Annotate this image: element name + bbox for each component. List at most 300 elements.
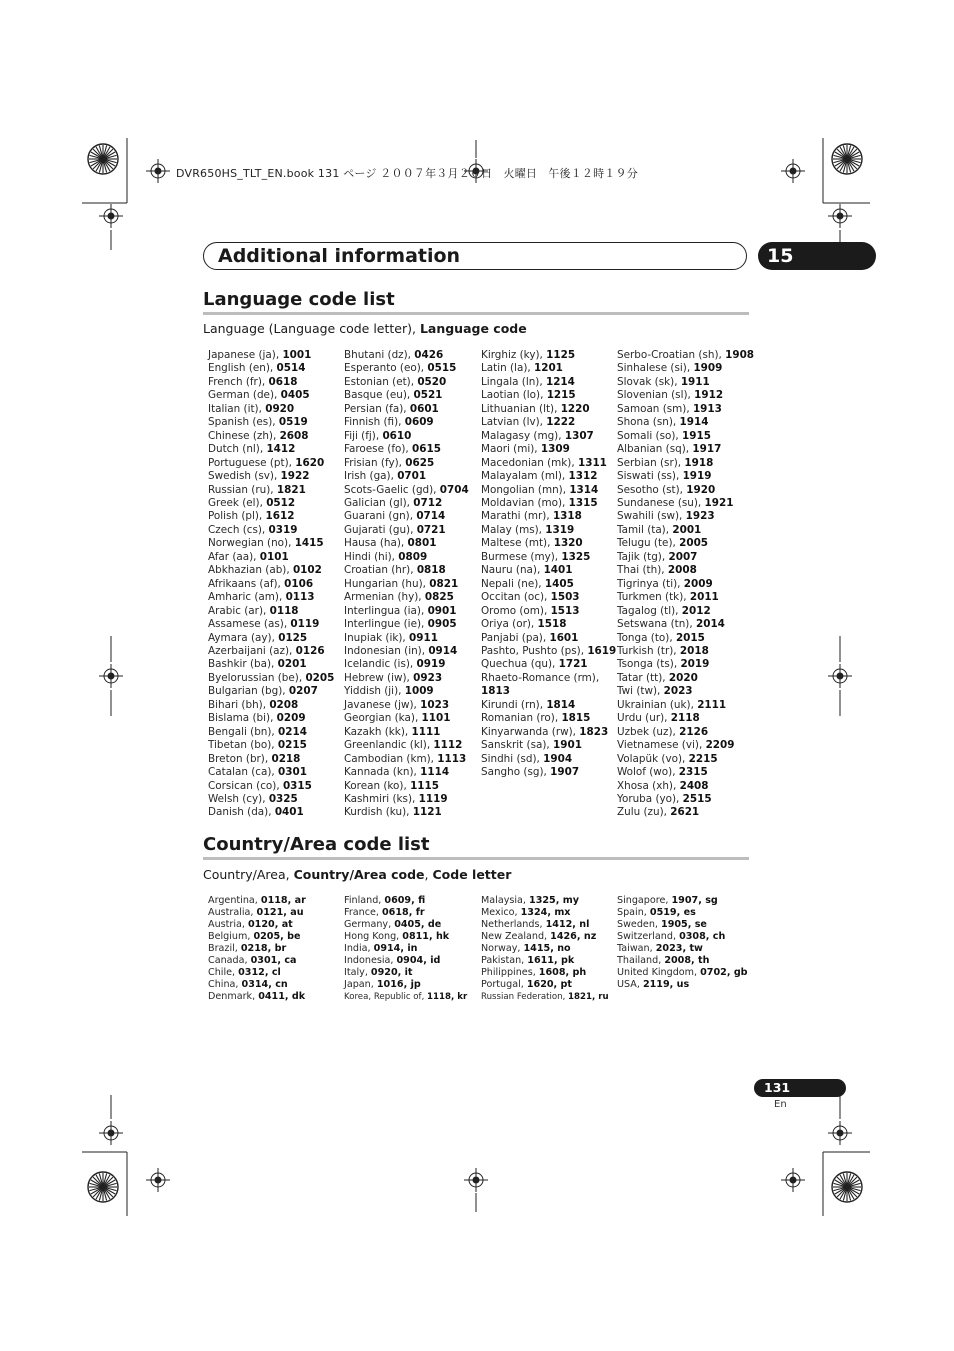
language-name: Galician (gl),: [344, 496, 414, 509]
country-name: Thailand,: [617, 955, 665, 966]
country-letter: no: [557, 943, 571, 954]
language-code: 2209: [705, 739, 735, 752]
language-entry: [344, 753, 480, 766]
language-entry: [481, 443, 617, 456]
language-entry: [208, 699, 344, 712]
country-column: [617, 895, 753, 991]
language-code: 1307: [564, 429, 594, 442]
country-letter: jp: [410, 979, 421, 990]
country-code: 0312: [238, 967, 265, 978]
language-code: 1814: [546, 698, 576, 711]
country-code: 1412: [545, 919, 573, 930]
language-code: 0615: [412, 443, 441, 456]
country-separator: ,: [284, 991, 292, 1002]
country-name: Japan,: [344, 979, 377, 990]
language-code: 2005: [679, 537, 709, 550]
language-entry: [344, 389, 480, 402]
language-code: 1113: [437, 752, 467, 765]
country-letter: hk: [435, 931, 450, 942]
country-entry: [617, 895, 753, 907]
language-code: 2001: [672, 523, 702, 536]
language-code: 1503: [550, 591, 580, 604]
language-code: 1909: [693, 362, 723, 375]
country-letter: th: [698, 955, 710, 966]
country-letter: gb: [733, 967, 748, 978]
language-entry: [344, 484, 480, 497]
language-entry: [344, 430, 480, 443]
country-separator: ,: [576, 931, 584, 942]
language-code: 1314: [569, 483, 599, 496]
language-name: Frisian (fy),: [344, 456, 406, 469]
language-entry: [208, 362, 344, 375]
language-entry: [344, 658, 480, 671]
language-name: Kirundi (rn),: [481, 698, 547, 711]
language-code: 2012: [681, 604, 711, 617]
language-entry: [208, 470, 344, 483]
country-name: Chile,: [208, 967, 239, 978]
language-entry: [344, 672, 480, 685]
country-code: 0618: [382, 907, 409, 918]
language-section-rule: [203, 312, 749, 315]
country-separator: ,: [280, 931, 288, 942]
language-entry: [208, 753, 344, 766]
language-code: 1125: [546, 349, 576, 361]
language-name: Malayalam (ml),: [481, 470, 569, 483]
country-separator: ,: [698, 895, 706, 906]
language-entry: [617, 618, 753, 631]
header-title: Additional information: [218, 245, 461, 267]
language-entry: [208, 443, 344, 456]
language-code: 1911: [680, 375, 710, 388]
country-column: [481, 895, 617, 1003]
language-entry: [481, 376, 617, 389]
country-separator: ,: [403, 979, 411, 990]
country-separator: ,: [572, 919, 580, 930]
country-code: 1118: [427, 992, 451, 1002]
language-name: Marathi (mr),: [481, 510, 553, 523]
language-code: 0515: [427, 362, 457, 375]
country-separator: ,: [277, 955, 285, 966]
country-letter: nz: [583, 931, 597, 942]
country-separator: ,: [408, 907, 416, 918]
language-name: German (de),: [208, 389, 281, 402]
language-name: Polish (pl),: [208, 510, 266, 523]
country-letter: in: [407, 943, 418, 954]
language-name: Slovenian (sl),: [617, 389, 695, 402]
country-code: 1907: [671, 895, 699, 906]
language-code: 0911: [409, 631, 438, 644]
language-entry: [481, 672, 617, 685]
country-entry: [344, 991, 480, 1003]
country-separator: ,: [553, 979, 561, 990]
language-entry: [208, 510, 344, 523]
language-entry: [617, 753, 753, 766]
language-code: 1119: [418, 792, 448, 805]
language-code: 1813: [481, 685, 510, 698]
language-entry: [617, 389, 753, 402]
country-separator: ,: [705, 931, 713, 942]
language-name: Italian (it),: [208, 402, 266, 415]
country-entry: [481, 895, 617, 907]
language-code: 0920: [265, 402, 295, 415]
language-code: 1513: [550, 604, 580, 617]
language-entry: [208, 376, 344, 389]
country-separator: ,: [691, 955, 699, 966]
language-code: 0325: [268, 792, 298, 805]
language-name: Shona (sn),: [617, 416, 680, 429]
language-entry: [481, 605, 617, 618]
country-separator: ,: [565, 967, 573, 978]
language-name: Turkmen (tk),: [617, 591, 690, 604]
language-name: Spanish (es),: [208, 416, 279, 429]
language-legend-bold: Language code: [419, 321, 527, 336]
country-name: Canada,: [208, 955, 251, 966]
language-name: Indonesian (in),: [344, 644, 429, 657]
language-entry: [617, 403, 753, 416]
language-name: Bulgarian (bg),: [208, 685, 289, 698]
language-name: Sundanese (su),: [617, 496, 705, 509]
language-code: 2111: [697, 698, 727, 711]
language-name: Chinese (zh),: [208, 429, 280, 442]
language-code: 0825: [424, 591, 454, 604]
language-name: Bhutani (dz),: [344, 349, 415, 361]
language-entry: [617, 510, 753, 523]
language-entry: [481, 578, 617, 591]
language-code: 0426: [414, 349, 444, 361]
language-code: 2408: [679, 779, 709, 792]
language-code: 0821: [429, 577, 459, 590]
country-letter: tw: [689, 943, 703, 954]
language-entry: [208, 672, 344, 685]
language-code: 1907: [550, 766, 580, 779]
language-entry: [481, 457, 617, 470]
country-letter: es: [683, 907, 696, 918]
country-separator: ,: [553, 955, 561, 966]
language-code: 0514: [276, 362, 306, 375]
country-column: [208, 895, 344, 1003]
country-entry: [617, 907, 753, 919]
country-code: 0609: [384, 895, 412, 906]
language-column: [208, 349, 344, 820]
language-entry: [208, 403, 344, 416]
country-letter: be: [287, 931, 301, 942]
country-entry: [617, 931, 753, 943]
language-name: Greek (el),: [208, 496, 267, 509]
language-entry: [344, 470, 480, 483]
language-name: Afar (aa),: [208, 550, 260, 563]
country-name: USA,: [617, 979, 643, 990]
language-entry: [208, 416, 344, 429]
language-entry: [344, 457, 480, 470]
country-separator: ,: [687, 919, 695, 930]
country-section-title: Country/Area code list: [203, 834, 430, 855]
language-code: 2011: [689, 591, 719, 604]
language-name: Yiddish (ji),: [344, 685, 405, 698]
language-name: Gujarati (gu),: [344, 523, 417, 536]
country-letter: pt: [560, 979, 573, 990]
language-entry: [617, 537, 753, 550]
language-name: Yoruba (yo),: [617, 792, 683, 805]
country-letter: dk: [291, 991, 306, 1002]
language-name: Lithuanian (lt),: [481, 402, 561, 415]
language-code: 0610: [382, 429, 412, 442]
country-code: 2119: [642, 979, 670, 990]
country-entry: [481, 907, 617, 919]
language-code: 1815: [561, 712, 591, 725]
language-name: Tsonga (ts),: [617, 658, 681, 671]
language-name: Arabic (ar),: [208, 604, 270, 617]
language-name: Serbo-Croatian (sh),: [617, 349, 726, 361]
language-entry: [208, 551, 344, 564]
language-entry: [208, 780, 344, 793]
language-entry: [481, 510, 617, 523]
language-name: Hindi (hi),: [344, 550, 399, 563]
country-entry: [344, 931, 480, 943]
country-separator: ,: [550, 943, 558, 954]
language-name: Sindhi (sd),: [481, 752, 544, 765]
language-name: Telugu (te),: [617, 537, 680, 550]
language-entry: [617, 739, 753, 752]
country-letter: my: [562, 895, 579, 906]
language-code: 1912: [694, 389, 724, 402]
language-entry: [208, 349, 344, 362]
language-entry: [344, 537, 480, 550]
language-entry: [617, 699, 753, 712]
language-name: Urdu (ur),: [617, 712, 671, 725]
language-entry: [344, 403, 480, 416]
language-name: Oriya (or),: [481, 618, 538, 631]
language-code: 0809: [398, 550, 428, 563]
country-name: Pakistan,: [481, 955, 528, 966]
language-entry: [481, 699, 617, 712]
language-name: Irish (ga),: [344, 470, 398, 483]
language-entry: [208, 793, 344, 806]
language-name: Armenian (hy),: [344, 591, 425, 604]
language-entry: [344, 591, 480, 604]
language-entry: [617, 632, 753, 645]
language-name: Slovak (sk),: [617, 375, 681, 388]
language-entry: [617, 591, 753, 604]
language-code: 0315: [282, 779, 312, 792]
page-number: 131: [764, 1080, 791, 1095]
country-entry: [481, 979, 617, 991]
language-name: Guarani (gn),: [344, 510, 417, 523]
language-code: 0215: [277, 739, 307, 752]
language-code: 0714: [416, 510, 446, 523]
language-name: Laotian (lo),: [481, 389, 547, 402]
country-separator: ,: [397, 967, 405, 978]
language-name: Burmese (my),: [481, 550, 562, 563]
country-separator: ,: [726, 967, 734, 978]
language-entry: [344, 551, 480, 564]
country-code: 0702: [700, 967, 727, 978]
language-code: 1114: [420, 766, 450, 779]
country-code: 1821: [568, 992, 592, 1002]
country-letter: se: [694, 919, 707, 930]
language-code: 2315: [678, 766, 708, 779]
language-code: 1620: [295, 456, 325, 469]
language-entry: [617, 416, 753, 429]
language-name: English (en),: [208, 362, 277, 375]
language-entry: [481, 658, 617, 671]
language-name: Norwegian (no),: [208, 537, 295, 550]
country-separator: ,: [682, 943, 690, 954]
language-code: 1601: [549, 631, 579, 644]
language-name: Persian (fa),: [344, 402, 410, 415]
language-name: Albanian (sq),: [617, 443, 693, 456]
language-name: Kannada (kn),: [344, 766, 421, 779]
country-name: Hong Kong,: [344, 931, 403, 942]
language-code: 0301: [278, 766, 307, 779]
language-entry: [208, 806, 344, 819]
country-section-rule: [203, 857, 749, 860]
language-name: Czech (cs),: [208, 523, 269, 536]
language-name: Lingala (ln),: [481, 375, 546, 388]
language-entry: [344, 510, 480, 523]
language-name: Japanese (ja),: [208, 349, 283, 361]
country-name: United Kingdom,: [617, 967, 701, 978]
country-name: Germany,: [344, 919, 395, 930]
language-name: Cambodian (km),: [344, 752, 438, 765]
language-entry: [344, 443, 480, 456]
language-name: Uzbek (uz),: [617, 725, 680, 738]
country-code: 2008: [664, 955, 692, 966]
language-code: 2015: [675, 631, 705, 644]
language-code: 2020: [668, 671, 698, 684]
country-entry: [208, 907, 344, 919]
country-separator: ,: [283, 907, 291, 918]
language-entry: [208, 578, 344, 591]
language-name: Bihari (bh),: [208, 698, 270, 711]
country-letter: au: [290, 907, 304, 918]
language-code: 1920: [686, 483, 716, 496]
language-name: Hungarian (hu),: [344, 577, 430, 590]
language-name: Greenlandic (kl),: [344, 739, 434, 752]
country-code: 0811: [402, 931, 429, 942]
language-entry: [617, 524, 753, 537]
country-letter: ar: [294, 895, 306, 906]
country-name: Mexico,: [481, 907, 521, 918]
language-name: Tajik (tg),: [617, 550, 669, 563]
country-code: 1608: [538, 967, 566, 978]
language-name: Aymara (ay),: [208, 631, 279, 644]
country-separator: ,: [669, 979, 677, 990]
language-entry: [617, 443, 753, 456]
country-entry: [481, 943, 617, 955]
language-name: Moldavian (mo),: [481, 496, 569, 509]
country-separator: ,: [268, 979, 276, 990]
language-code: 0201: [277, 658, 307, 671]
language-code: 0519: [278, 416, 308, 429]
language-name: Portuguese (pt),: [208, 456, 296, 469]
language-code: 1009: [404, 685, 434, 698]
language-entry: [481, 739, 617, 752]
language-name: Sesotho (st),: [617, 483, 687, 496]
language-name: Panjabi (pa),: [481, 631, 550, 644]
language-code: 1918: [684, 456, 714, 469]
language-name: Interlingue (ie),: [344, 618, 428, 631]
language-entry: [344, 578, 480, 591]
country-code: 0314: [241, 979, 269, 990]
country-entry: [208, 895, 344, 907]
country-code: 1611: [527, 955, 554, 966]
language-name: Vietnamese (vi),: [617, 739, 706, 752]
language-name: Malagasy (mg),: [481, 429, 565, 442]
language-name: Macedonian (mk),: [481, 456, 578, 469]
language-name: Abkhazian (ab),: [208, 564, 293, 577]
language-code: 0126: [295, 644, 325, 657]
language-name: Hebrew (iw),: [344, 671, 414, 684]
language-entry: [344, 699, 480, 712]
country-name: Taiwan,: [617, 943, 656, 954]
country-name: Switzerland,: [617, 931, 680, 942]
country-entry: [208, 991, 344, 1003]
country-separator: ,: [400, 943, 408, 954]
language-entry: [481, 403, 617, 416]
language-name: Siswati (ss),: [617, 470, 683, 483]
language-entry: [617, 672, 753, 685]
country-name: Russian Federation,: [481, 992, 569, 1002]
language-entry: [617, 470, 753, 483]
language-section-title: Language code list: [203, 289, 395, 310]
language-code: 0712: [413, 496, 443, 509]
country-separator: ,: [411, 895, 419, 906]
language-entry: [344, 645, 480, 658]
language-code: 0721: [416, 523, 446, 536]
language-code: 1023: [420, 698, 450, 711]
language-code: 0218: [271, 752, 301, 765]
language-entry: [208, 430, 344, 443]
language-code: 0919: [416, 658, 446, 671]
language-entry: [208, 389, 344, 402]
language-code: 1001: [282, 349, 312, 361]
language-code: 1619: [587, 644, 617, 657]
country-letter: ch: [712, 931, 726, 942]
language-code: 1312: [568, 470, 598, 483]
country-letter: kr: [457, 992, 468, 1002]
language-name: Quechua (qu),: [481, 658, 559, 671]
language-code: 1518: [537, 618, 567, 631]
language-name: Volapük (vo),: [617, 752, 689, 765]
language-entry: [344, 605, 480, 618]
language-code: 0512: [266, 496, 296, 509]
country-name: Philippines,: [481, 967, 539, 978]
country-entry: [344, 943, 480, 955]
language-entry: [208, 685, 344, 698]
country-entry: [344, 907, 480, 919]
language-entry: [481, 484, 617, 497]
language-entry: [208, 726, 344, 739]
language-entry: [208, 591, 344, 604]
country-separator: ,: [555, 895, 563, 906]
language-code: 0701: [397, 470, 427, 483]
country-letter: us: [676, 979, 690, 990]
language-name: Latin (la),: [481, 362, 534, 375]
language-code: 0207: [288, 685, 318, 698]
print-info-line: DVR650HS_TLT_EN.book 131 ページ ２００７年３月２０日 火曜日 午後１２時１９分: [176, 167, 638, 180]
language-name: Somali (so),: [617, 429, 683, 442]
language-code: 0214: [278, 725, 307, 738]
language-code: 1111: [411, 725, 441, 738]
language-entry: [481, 551, 617, 564]
language-code: 1921: [704, 496, 734, 509]
language-entry: [617, 712, 753, 725]
language-code: 2118: [670, 712, 700, 725]
language-name: Georgian (ka),: [344, 712, 422, 725]
country-legend-bold-letter: Code letter: [432, 867, 512, 882]
language-entry: [481, 537, 617, 550]
language-code: 2621: [670, 806, 700, 819]
